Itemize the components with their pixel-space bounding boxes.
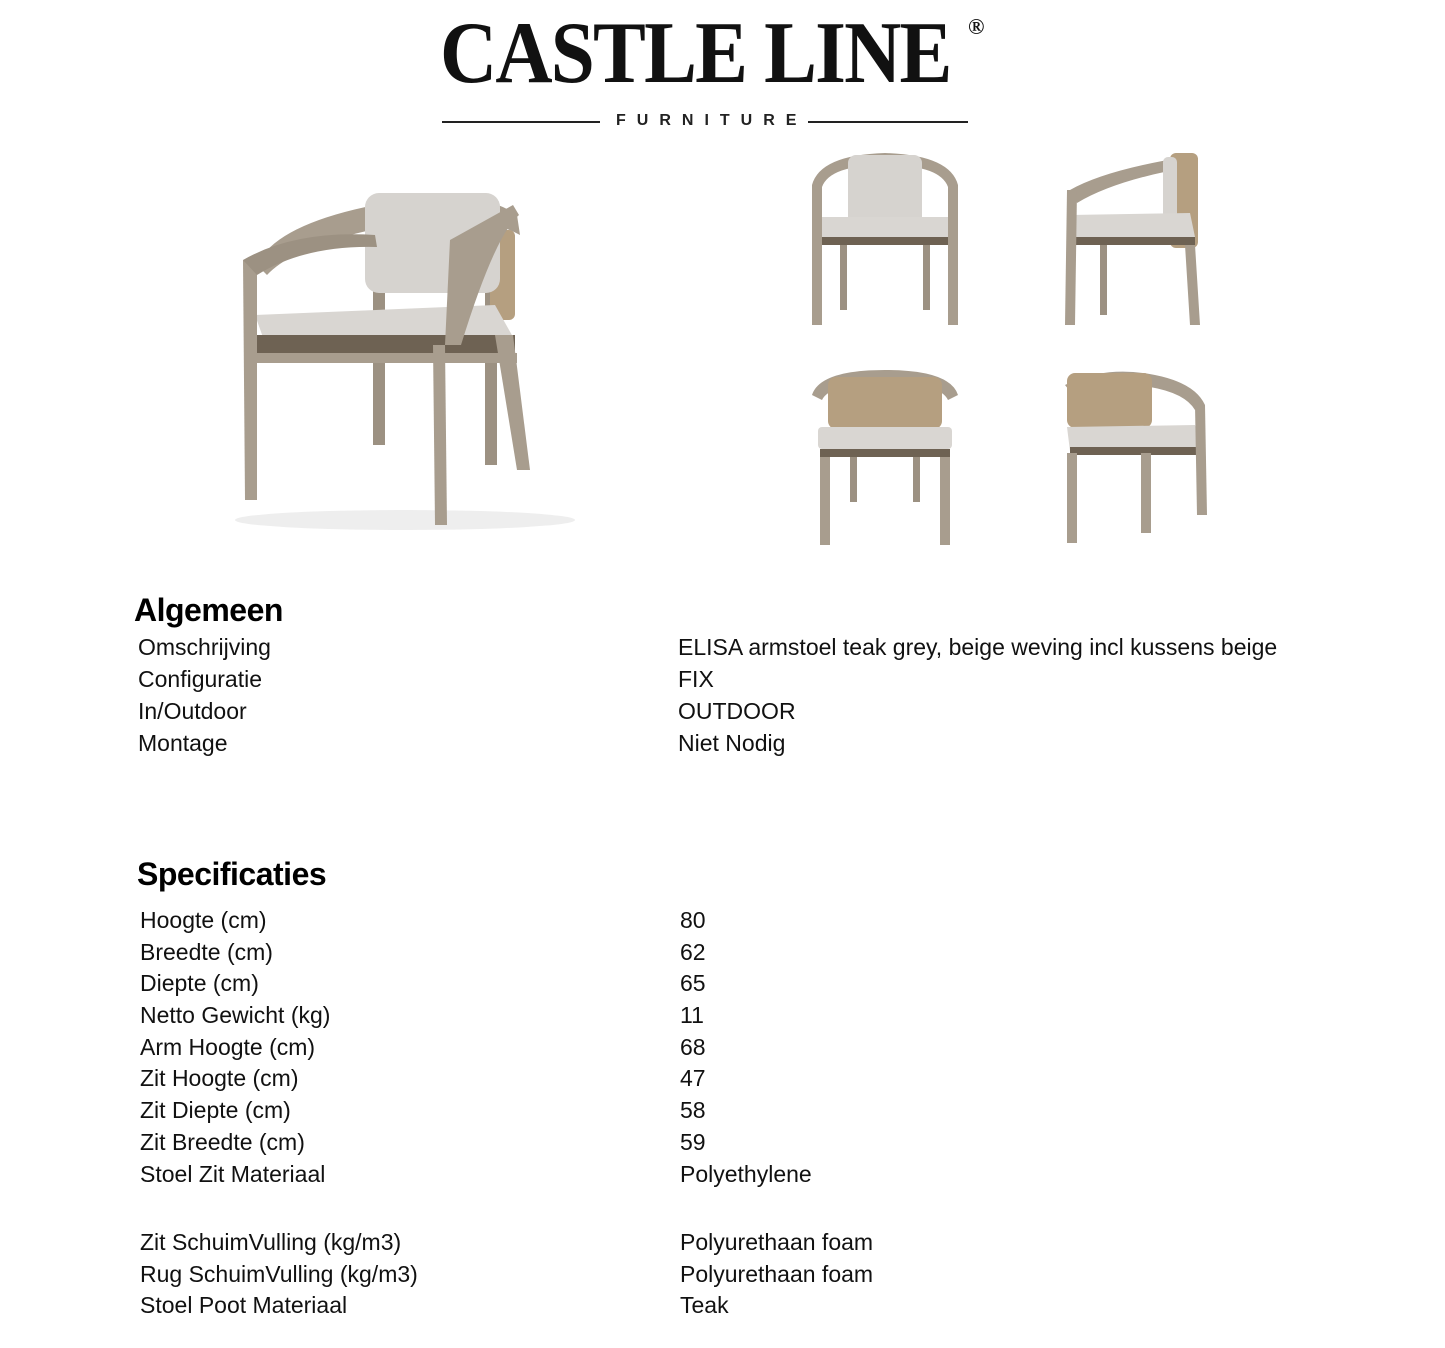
- row-value: Polyurethaan foam: [680, 1229, 874, 1255]
- row-label: Montage: [138, 730, 228, 756]
- row-label: Breedte (cm): [140, 939, 273, 965]
- row-label: In/Outdoor: [138, 698, 247, 724]
- brand-logo: [0, 0, 1445, 140]
- product-thumb-front: [790, 145, 980, 335]
- row-label: Zit Diepte (cm): [140, 1097, 291, 1123]
- row-value: Polyurethaan foam: [680, 1261, 874, 1287]
- row-value: FIX: [678, 666, 714, 692]
- registered-mark: ®: [968, 14, 985, 39]
- row-label: Stoel Zit Materiaal: [140, 1161, 326, 1187]
- row-label: Stoel Poot Materiaal: [140, 1292, 348, 1318]
- logo-rule-left: [442, 121, 600, 123]
- product-thumb-side: [1045, 145, 1235, 335]
- row-label: Diepte (cm): [140, 970, 259, 996]
- row-value: 59: [680, 1129, 706, 1155]
- row-value: 58: [680, 1097, 706, 1123]
- section-title-specs: Specificaties: [137, 856, 327, 892]
- logo-wordmark: CASTLE LINE: [440, 5, 951, 102]
- product-thumb-back-angle: [1045, 365, 1235, 555]
- row-label: Rug SchuimVulling (kg/m3): [140, 1261, 418, 1287]
- row-label: Zit SchuimVulling (kg/m3): [140, 1229, 402, 1255]
- row-label: Hoogte (cm): [140, 907, 267, 933]
- logo-subtitle: FURNITURE: [616, 112, 808, 129]
- section-title-general: Algemeen: [134, 592, 283, 628]
- row-value: 11: [680, 1002, 704, 1028]
- row-value: 68: [680, 1034, 706, 1060]
- row-value: 62: [680, 939, 706, 965]
- row-value: 65: [680, 970, 706, 996]
- row-label: Omschrijving: [138, 634, 271, 660]
- row-label: Zit Hoogte (cm): [140, 1065, 299, 1091]
- row-label: Arm Hoogte (cm): [140, 1034, 316, 1060]
- logo-rule-right: [808, 121, 968, 123]
- row-label: Zit Breedte (cm): [140, 1129, 305, 1155]
- row-label: Configuratie: [138, 666, 263, 692]
- row-value: 47: [680, 1065, 706, 1091]
- row-label: Netto Gewicht (kg): [140, 1002, 331, 1028]
- row-value: Teak: [680, 1292, 729, 1318]
- row-value: OUTDOOR: [678, 698, 796, 724]
- row-value: ELISA armstoel teak grey, beige weving incl kussens beige: [678, 634, 1278, 660]
- product-thumb-back: [790, 365, 980, 555]
- product-image-main: [195, 175, 615, 545]
- row-value: 80: [680, 907, 706, 933]
- row-value: Polyethylene: [680, 1161, 812, 1187]
- row-value: Niet Nodig: [678, 730, 786, 756]
